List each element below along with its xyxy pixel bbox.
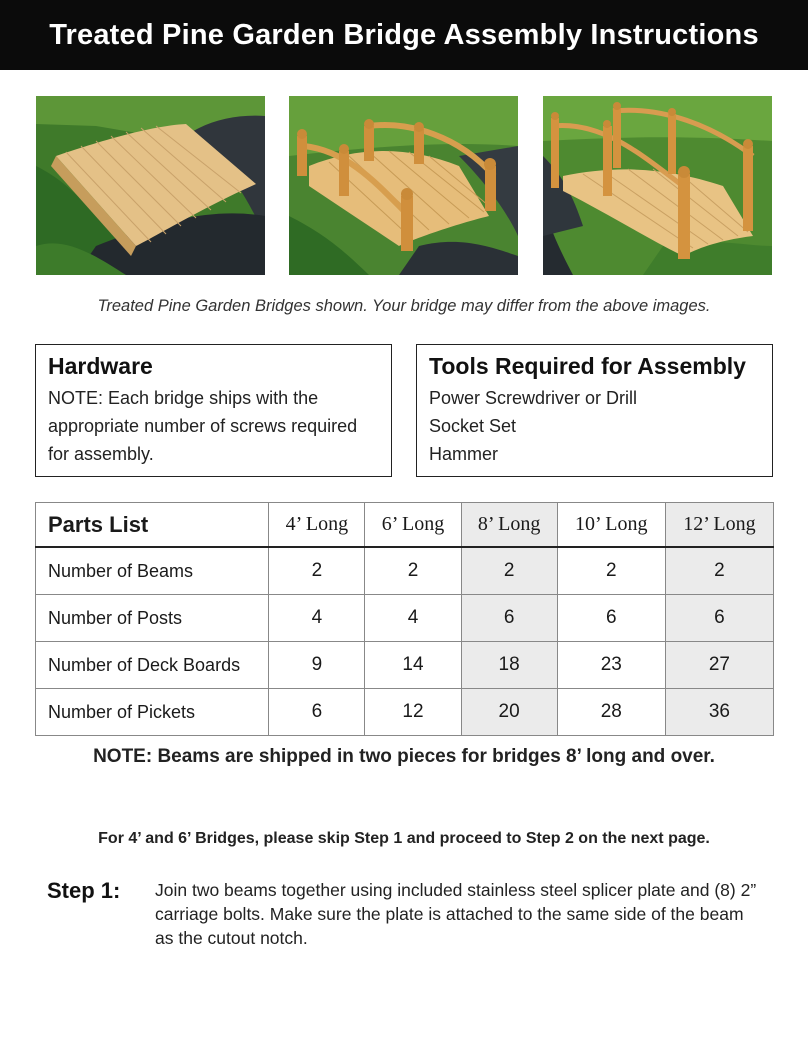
table-cell: 2 (461, 547, 557, 595)
hardware-title: Hardware (48, 353, 153, 379)
table-cell: 2 (365, 547, 461, 595)
table-row (36, 595, 774, 642)
hardware-box (35, 344, 392, 477)
skip-step-note: For 4’ and 6’ Bridges, please skip Step 1 and proceed to Step 2 on the next page. (98, 830, 710, 847)
beams-note: NOTE: Beams are shipped in two pieces for bridges 8’ long and over. (93, 746, 715, 767)
column-header: 8’ Long (461, 503, 557, 548)
table-row (36, 547, 774, 595)
tool-item: Socket Set (429, 416, 517, 436)
table-cell: 2 (557, 547, 665, 595)
table-cell: 4 (365, 595, 461, 642)
table-cell: 27 (665, 642, 773, 689)
table-cell: 2 (665, 547, 773, 595)
step-1-label: Step 1: (47, 878, 121, 903)
column-header: 6’ Long (365, 503, 461, 548)
table-cell: 9 (269, 642, 365, 689)
table-row (36, 689, 774, 736)
table-header-row (36, 503, 774, 548)
table-cell: 6 (461, 595, 557, 642)
table-cell: 6 (665, 595, 773, 642)
bridge-high-rails-photo (543, 96, 772, 275)
bridge-no-rails-photo (36, 96, 265, 275)
tools-box (416, 344, 773, 477)
tool-item: Power Screwdriver or Drill (429, 388, 638, 408)
row-label: Number of Posts (36, 595, 269, 642)
bridge-low-rails-photo (289, 96, 518, 275)
table-cell: 14 (365, 642, 461, 689)
tool-item: Hammer (429, 444, 499, 464)
parts-list-table (35, 502, 774, 736)
column-header: 12’ Long (665, 503, 773, 548)
table-cell: 12 (365, 689, 461, 736)
photo-caption: Treated Pine Garden Bridges shown. Your bridge may differ from the above images. (97, 297, 711, 315)
row-label: Number of Pickets (36, 689, 269, 736)
column-header: 4’ Long (269, 503, 365, 548)
table-cell: 36 (665, 689, 773, 736)
table-cell: 18 (461, 642, 557, 689)
hardware-note: NOTE: Each bridge ships with the appropriate number of screws required for assembly. (48, 388, 358, 464)
row-label: Number of Deck Boards (36, 642, 269, 689)
column-header: 10’ Long (557, 503, 665, 548)
table-cell: 23 (557, 642, 665, 689)
step-1-text: Join two beams together using included stainless steel splicer plate and (8) 2” carriage bolts. Make sure the plate is attached to the same side of the beam as the cutout notch. (155, 880, 757, 948)
table-cell: 6 (557, 595, 665, 642)
page-title: Treated Pine Garden Bridge Assembly Instructions (0, 0, 808, 70)
table-row (36, 642, 774, 689)
table-cell: 28 (557, 689, 665, 736)
row-label: Number of Beams (36, 547, 269, 595)
parts-list-title: Parts List (36, 503, 269, 548)
table-cell: 6 (269, 689, 365, 736)
table-cell: 2 (269, 547, 365, 595)
tools-title: Tools Required for Assembly (429, 353, 746, 379)
table-cell: 4 (269, 595, 365, 642)
table-cell: 20 (461, 689, 557, 736)
